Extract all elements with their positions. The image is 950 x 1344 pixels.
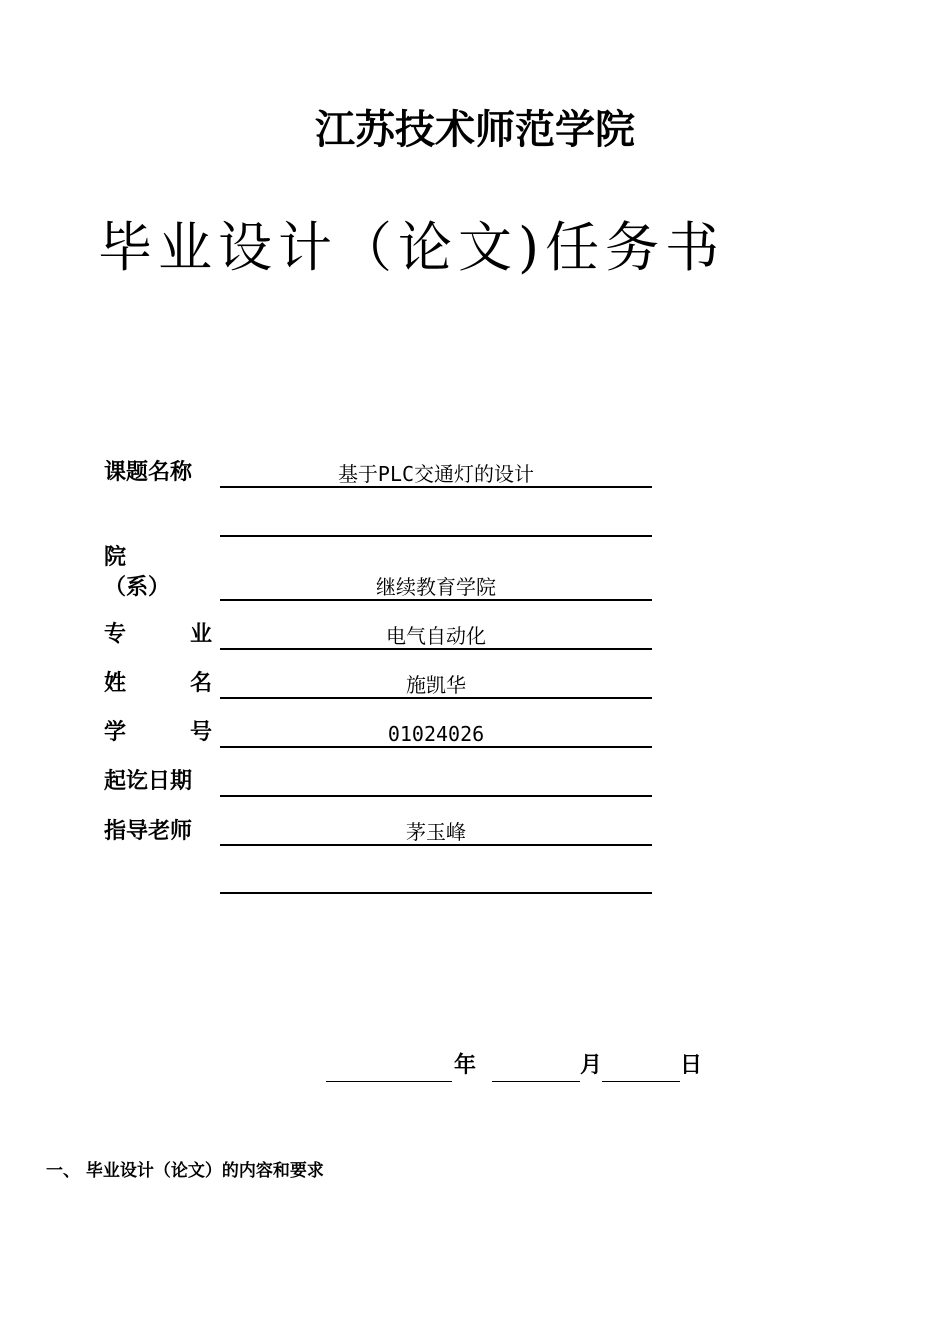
underline-dept bbox=[220, 599, 652, 601]
label-major bbox=[104, 620, 212, 650]
underline-dates bbox=[220, 795, 652, 797]
value-student-no: 01024026 bbox=[387, 722, 485, 746]
month-label: 月 bbox=[580, 1053, 603, 1078]
underline-name bbox=[220, 697, 652, 699]
label-dates: 起讫日期 bbox=[104, 769, 193, 794]
underline-major bbox=[220, 648, 652, 650]
underline-student-no bbox=[220, 746, 652, 748]
day-label: 日 bbox=[680, 1053, 703, 1078]
label-topic: 课题名称 bbox=[104, 460, 193, 485]
month-blank bbox=[492, 1055, 580, 1082]
label-major-a: 专 bbox=[104, 622, 127, 647]
underline-topic bbox=[220, 486, 652, 488]
label-name-b: 名 bbox=[189, 671, 212, 696]
value-name: 施凯华 bbox=[406, 673, 466, 697]
label-student-no-a: 学 bbox=[104, 720, 127, 745]
label-dept-line1: 院 bbox=[104, 545, 127, 570]
label-advisor: 指导老师 bbox=[104, 819, 193, 844]
underline-advisor-extra bbox=[220, 892, 652, 894]
year-label: 年 bbox=[454, 1053, 477, 1078]
value-topic: 基于PLC交通灯的设计 bbox=[337, 462, 535, 486]
document-title: 毕业设计（论文)任务书 bbox=[98, 216, 726, 279]
underline-topic-extra bbox=[220, 535, 652, 537]
signature-date-row bbox=[326, 1050, 702, 1082]
label-name bbox=[104, 669, 212, 699]
year-blank bbox=[326, 1055, 452, 1082]
label-name-a: 姓 bbox=[104, 671, 127, 696]
value-advisor: 茅玉峰 bbox=[406, 820, 466, 844]
school-name: 江苏技术师范学院 bbox=[315, 106, 635, 153]
value-dept: 继续教育学院 bbox=[376, 575, 496, 599]
label-dept-line2: （系） bbox=[104, 575, 171, 600]
section-1-heading: 一、 毕业设计（论文）的内容和要求 bbox=[46, 1161, 324, 1181]
day-blank bbox=[602, 1055, 680, 1082]
label-student-no-b: 号 bbox=[189, 720, 212, 745]
label-student-no bbox=[104, 718, 212, 748]
label-major-b: 业 bbox=[189, 622, 212, 647]
underline-advisor bbox=[220, 844, 652, 846]
value-major: 电气自动化 bbox=[386, 624, 486, 648]
